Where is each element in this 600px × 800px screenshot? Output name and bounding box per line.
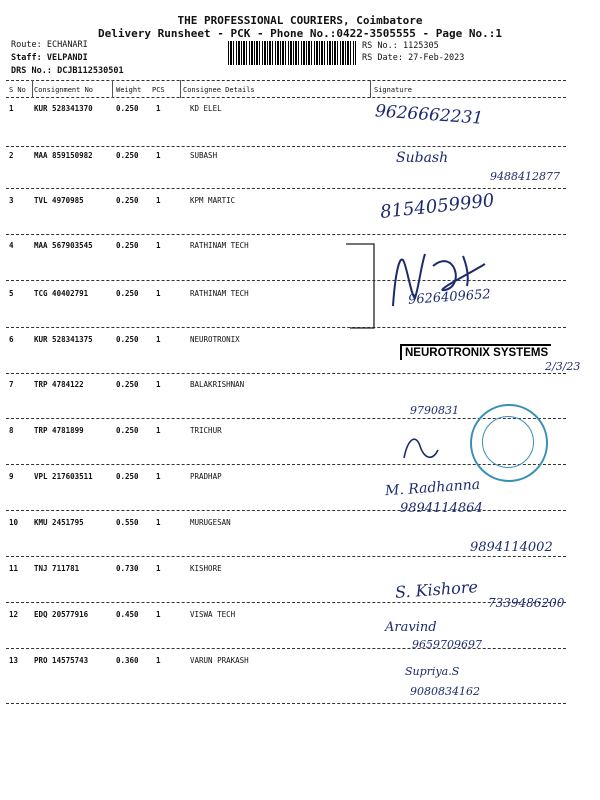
row-consignment: KUR 528341375 bbox=[34, 335, 93, 344]
col-divider bbox=[370, 80, 371, 98]
row-weight: 0.250 bbox=[116, 426, 139, 435]
row-pcs: 1 bbox=[156, 151, 161, 160]
col-signature: Signature bbox=[374, 86, 412, 94]
runsheet-title: THE PROFESSIONAL COURIERS, Coimbatore bbox=[177, 14, 423, 27]
row-sno: 7 bbox=[9, 380, 14, 389]
barcode bbox=[228, 41, 356, 65]
col-consignee: Consignee Details bbox=[183, 86, 255, 94]
row-consignment: EDQ 20577916 bbox=[34, 610, 89, 619]
col-pcs: PCS bbox=[152, 86, 165, 94]
staff-line bbox=[11, 53, 88, 63]
rs-no-line bbox=[362, 41, 439, 51]
rs-date-value: 27-Feb-2023 bbox=[408, 53, 465, 63]
row-rule bbox=[6, 703, 566, 704]
row-sno: 5 bbox=[9, 289, 14, 298]
row-weight: 0.360 bbox=[116, 656, 139, 665]
signature-row-6-date: 2/3/23 bbox=[545, 360, 581, 373]
row-rule bbox=[6, 327, 566, 328]
row-weight: 0.250 bbox=[116, 151, 139, 160]
row-sno: 9 bbox=[9, 472, 14, 481]
row-sno: 2 bbox=[9, 151, 14, 160]
row-weight: 0.250 bbox=[116, 472, 139, 481]
row-consignment: KUR 528341370 bbox=[34, 104, 93, 113]
row-sno: 12 bbox=[9, 610, 19, 619]
row-consignee: RATHINAM TECH bbox=[190, 241, 249, 250]
row-consignment: TCG 40402791 bbox=[34, 289, 89, 298]
row-consignment: MAA 859150982 bbox=[34, 151, 93, 160]
signature-row-10: 9894114864 bbox=[400, 501, 483, 516]
row-pcs: 1 bbox=[156, 104, 161, 113]
staff-value: VELPANDI bbox=[46, 53, 88, 63]
signature-row-10-extra: 9894114002 bbox=[470, 540, 553, 555]
row-weight: 0.730 bbox=[116, 564, 139, 573]
row-weight: 0.450 bbox=[116, 610, 139, 619]
signature-row-1: 9626662231 bbox=[374, 101, 484, 129]
signature-row-11: 7339486200 bbox=[488, 596, 565, 610]
signature-row-12: 9659709697 bbox=[412, 638, 482, 651]
row-consignment: PRO 14575743 bbox=[34, 656, 89, 665]
row-pcs: 1 bbox=[156, 380, 161, 389]
rs-no-value: 1125305 bbox=[402, 41, 439, 51]
row-weight: 0.550 bbox=[116, 518, 139, 527]
row-consignee: VISWA TECH bbox=[190, 610, 236, 619]
row-rule bbox=[6, 234, 566, 235]
signature-scribble bbox=[385, 246, 505, 316]
seal-inner-ring bbox=[482, 416, 534, 468]
runsheet-subtitle: Delivery Runsheet - PCK - Phone No.:0422-3505555 - Page No.:1 bbox=[98, 27, 502, 40]
col-divider bbox=[32, 80, 33, 98]
signature-scribble bbox=[398, 428, 448, 468]
row-sno: 10 bbox=[9, 518, 19, 527]
row-consignee: KPM MARTIC bbox=[190, 196, 236, 205]
row-pcs: 1 bbox=[156, 196, 161, 205]
col-divider bbox=[180, 80, 181, 98]
row-rule bbox=[6, 146, 566, 147]
row-pcs: 1 bbox=[156, 518, 161, 527]
row-sno: 3 bbox=[9, 196, 14, 205]
staff-label: Staff: bbox=[11, 53, 42, 63]
col-weight: Weight bbox=[116, 86, 142, 94]
drs-label: DRS No.: bbox=[11, 66, 52, 76]
row-consignment: TNJ 711781 bbox=[34, 564, 80, 573]
row-consignee: KISHORE bbox=[190, 564, 222, 573]
route-value: ECHANARI bbox=[46, 40, 88, 50]
row-rule bbox=[6, 602, 566, 603]
col-consignment: Consignment No bbox=[34, 86, 94, 94]
header-bottom-rule bbox=[6, 97, 566, 98]
signature-row-5: 9626409652 bbox=[407, 287, 492, 308]
row-pcs: 1 bbox=[156, 472, 161, 481]
row-pcs: 1 bbox=[156, 656, 161, 665]
row-rule bbox=[6, 556, 566, 557]
company-seal bbox=[470, 404, 548, 482]
signature-row-12-name: Aravind bbox=[385, 620, 437, 635]
signature-row-11-name: S. Kishore bbox=[394, 577, 479, 602]
row-sno: 8 bbox=[9, 426, 14, 435]
row-weight: 0.250 bbox=[116, 196, 139, 205]
row-consignment: TVL 4970985 bbox=[34, 196, 84, 205]
row-consignee: RATHINAM TECH bbox=[190, 289, 249, 298]
col-divider bbox=[112, 80, 113, 98]
row-sno: 1 bbox=[9, 104, 14, 113]
row-consignment: VPL 217603511 bbox=[34, 472, 93, 481]
drs-line bbox=[11, 66, 124, 76]
signature-row-2: 9488412877 bbox=[490, 170, 560, 183]
row-consignee: TRICHUR bbox=[190, 426, 222, 435]
row-consignee: NEUROTRONIX bbox=[190, 335, 240, 344]
header-top-rule bbox=[6, 80, 566, 81]
row-consignee: BALAKRISHNAN bbox=[190, 380, 245, 389]
row-pcs: 1 bbox=[156, 610, 161, 619]
rs-no-label: RS No.: bbox=[362, 41, 398, 51]
row-sno: 13 bbox=[9, 656, 19, 665]
row-weight: 0.250 bbox=[116, 335, 139, 344]
signature-row-13-name: Supriya.S bbox=[405, 665, 460, 678]
signature-row-9-name: M. Radhanna bbox=[384, 476, 481, 500]
route-line bbox=[11, 40, 88, 50]
row-consignment: MAA 567903545 bbox=[34, 241, 93, 250]
row-weight: 0.250 bbox=[116, 241, 139, 250]
rs-date-line bbox=[362, 53, 464, 63]
col-sno: S No bbox=[9, 86, 26, 94]
row-pcs: 1 bbox=[156, 335, 161, 344]
row-rule bbox=[6, 373, 566, 374]
row-consignee: SUBASH bbox=[190, 151, 218, 160]
row-consignment: TRP 4781899 bbox=[34, 426, 84, 435]
row-consignee: MURUGESAN bbox=[190, 518, 231, 527]
drs-value: DCJB112530501 bbox=[57, 66, 124, 76]
signature-row-2-name: Subash bbox=[396, 150, 449, 166]
route-label: Route: bbox=[11, 40, 42, 50]
row-pcs: 1 bbox=[156, 241, 161, 250]
row-sno: 6 bbox=[9, 335, 14, 344]
row-pcs: 1 bbox=[156, 289, 161, 298]
row-weight: 0.250 bbox=[116, 104, 139, 113]
row-consignee: VARUN PRAKASH bbox=[190, 656, 249, 665]
row-sno: 4 bbox=[9, 241, 14, 250]
row-weight: 0.250 bbox=[116, 380, 139, 389]
row-consignee: PRADHAP bbox=[190, 472, 222, 481]
rs-date-label: RS Date: bbox=[362, 53, 403, 63]
signature-row-13: 9080834162 bbox=[410, 685, 480, 698]
row-weight: 0.250 bbox=[116, 289, 139, 298]
row-consignee: KD ELEL bbox=[190, 104, 222, 113]
row-sno: 11 bbox=[9, 564, 19, 573]
signature-row-3: 8154059990 bbox=[379, 190, 496, 223]
row-consignment: KMU 2451795 bbox=[34, 518, 84, 527]
signature-row-7: 9790831 bbox=[410, 404, 459, 417]
row-rule bbox=[6, 648, 566, 649]
row-consignment: TRP 4784122 bbox=[34, 380, 84, 389]
company-stamp: NEUROTRONIX SYSTEMS bbox=[400, 344, 551, 360]
row-pcs: 1 bbox=[156, 564, 161, 573]
row-pcs: 1 bbox=[156, 426, 161, 435]
row-rule bbox=[6, 188, 566, 189]
